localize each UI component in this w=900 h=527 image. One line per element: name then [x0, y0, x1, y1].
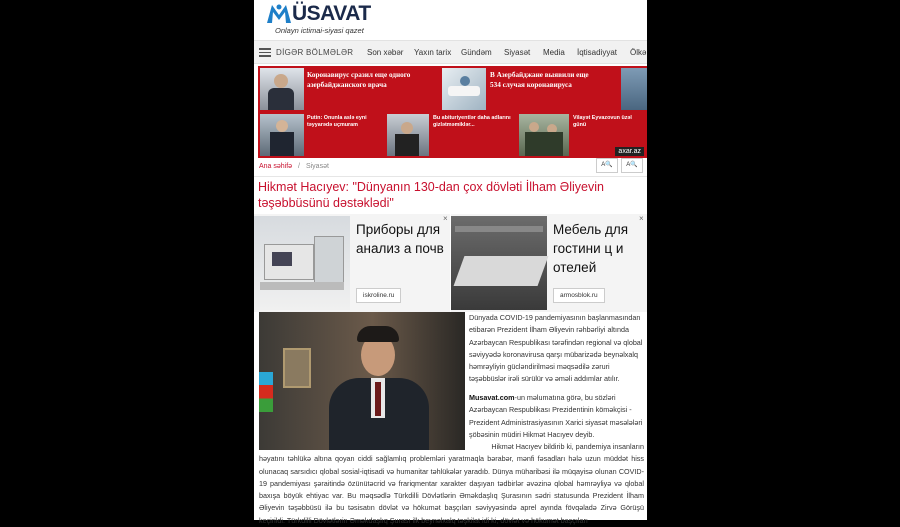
ad-text[interactable]: Приборы для анализ а почв	[356, 222, 444, 256]
article-title: Hikmət Hacıyev: "Dünyanın 130-dan çox dövləti İlham Əliyevin təşəbbüsünü dəstəklədi"	[258, 180, 604, 210]
nav-item-gundem[interactable]: Gündəm	[461, 48, 492, 57]
news-ad-photo	[519, 114, 569, 156]
divider	[254, 176, 647, 177]
news-ad-photo	[260, 68, 304, 110]
nav-item-media[interactable]: Media	[543, 48, 565, 57]
ad-photo	[451, 216, 547, 310]
nav-item-yaxin-tarix[interactable]: Yaxın tarix	[414, 48, 452, 57]
news-ad-headline: В Азербайджане выявили еще 534 случая коронавируса	[490, 71, 589, 89]
ad-photo	[254, 216, 350, 310]
site-logo[interactable]: ÜSAVAT	[292, 2, 371, 25]
portrait-frame	[283, 348, 311, 388]
article-paragraph-text: -un məlumatına görə, bu sözləri Azərbaycan Respublikası Prezidentinin köməkçisi - Prezident Administrasiyasının Xarici siyasət məsələləri şöbəsinin müdiri Hikmət Hacıyev deyib.	[469, 393, 643, 439]
news-ad-headline: Putin: Onunla aslə eyni təyyarədə uçmuram	[307, 115, 367, 128]
news-ad-headline: Коронавирус сразил еще одного азербайджанского врача	[307, 71, 411, 89]
news-ad-banner[interactable]	[258, 66, 647, 158]
logo-icon[interactable]	[267, 3, 291, 23]
news-ad-photo	[621, 68, 647, 110]
article-paragraph	[469, 392, 644, 441]
breadcrumb-separator: /	[298, 163, 300, 170]
breadcrumb-home-link[interactable]: Ana səhifə	[259, 163, 293, 170]
nav-item-son-xeber[interactable]: Son xəbər	[367, 48, 404, 57]
breadcrumb-current: Siyasət	[305, 163, 329, 170]
ad-link-button[interactable]: armosblok.ru	[553, 288, 605, 303]
page	[254, 0, 647, 525]
article-paragraph-text: həyatını təhlükə altına qoyan ciddi sağlamlıq problemləri yaratmaqla bərabər, mənfi fəsadları hələ uzun müddət hiss olunacaq sarsıdıcı qlobal sosial-iqtisadi və humanitar təhlükələr yaradıb. Dünya müharibəsi ilə müqayisə olunan COVID-19 pandemiyası şəraitində özünütəcrid və frariqmentar xarakter daşıyan tədbirlər əvəzinə qlobal həmrəyliyə və qlobal baxışa böyük ehtiyac var. Bu məqsədlə Türkdilli Dövlətlərin Əməkdaşlıq Şurasının sədri statusunda Prezident İlham Əliyevin təşəbbüsü ilə bu təsisatın dövlət və hökumət başçıları səviyyəsində aprel ayında fövqəladə Zirvə Görüşü keçirildi. Türkdilli Dövlətlərin Əməkdaşlıq Şurası ilk beynəlxalq təşkilat idi ki, dövlət və hökumət başçıları	[259, 454, 644, 525]
nav-item-siyaset[interactable]: Siyasət	[504, 48, 531, 57]
site-header	[254, 0, 647, 40]
ad-close-icon[interactable]: ×	[443, 214, 448, 223]
zoom-out-button[interactable]: A🔍	[621, 158, 643, 173]
source-link[interactable]: Musavat.com	[469, 393, 515, 402]
article-photo	[259, 312, 465, 450]
zoom-in-button[interactable]: A🔍	[596, 158, 618, 173]
ad-block[interactable]	[451, 214, 647, 312]
site-tagline: Onlayn ictimai-siyasi qazet	[275, 26, 364, 35]
article-paragraph-text: Hikmət Hacıyev bildirib ki, pandemiya insanların	[491, 442, 644, 451]
ad-close-icon[interactable]: ×	[639, 214, 644, 223]
nav-more-sections[interactable]: DİGƏR BÖLMƏLƏR	[276, 48, 354, 57]
nav-item-iqtisadiyyat[interactable]: İqtisadiyyat	[577, 48, 618, 57]
news-ad-photo	[260, 114, 304, 156]
news-ad-item[interactable]	[440, 66, 647, 112]
news-ad-source[interactable]: axar.az	[615, 147, 644, 156]
article-paragraph	[259, 441, 644, 527]
menu-icon[interactable]	[259, 48, 271, 57]
ad-block[interactable]	[254, 214, 450, 312]
main-nav	[254, 40, 647, 64]
flag	[259, 372, 273, 412]
news-ad-headline: Vilayət Eyvazovun üzəl günü	[573, 115, 632, 128]
article-paragraph: Dünyada COVID-19 pandemiyasının başlanmasından etibarən Prezident İlham Əliyevin rəhbərliyi altında Azərbaycan Respublikası tərəfindən regional və qlobal səviyyədə koronavirusa qarşı mübarizədə beynəlxalq həmrəyliyin gücləndirilməsi məqsədilə zəruri təşəbbüslər irəli sürülür və əməli addımlar atılır.	[469, 313, 643, 384]
news-ad-item[interactable]	[258, 112, 383, 158]
news-ad-headline: Bu abituriyentlər daha adlarını gizlətməmiklər...	[433, 115, 511, 128]
news-ad-photo	[387, 114, 429, 156]
news-ad-item[interactable]	[258, 66, 438, 112]
nav-item-olke[interactable]: Ölkə	[630, 48, 647, 57]
news-ad-item[interactable]	[385, 112, 515, 158]
breadcrumb	[259, 163, 329, 170]
ad-link-button[interactable]: iskroline.ru	[356, 288, 401, 303]
ad-text[interactable]: Мебель для гостини ц и отелей	[553, 222, 629, 275]
news-ad-photo	[442, 68, 486, 110]
